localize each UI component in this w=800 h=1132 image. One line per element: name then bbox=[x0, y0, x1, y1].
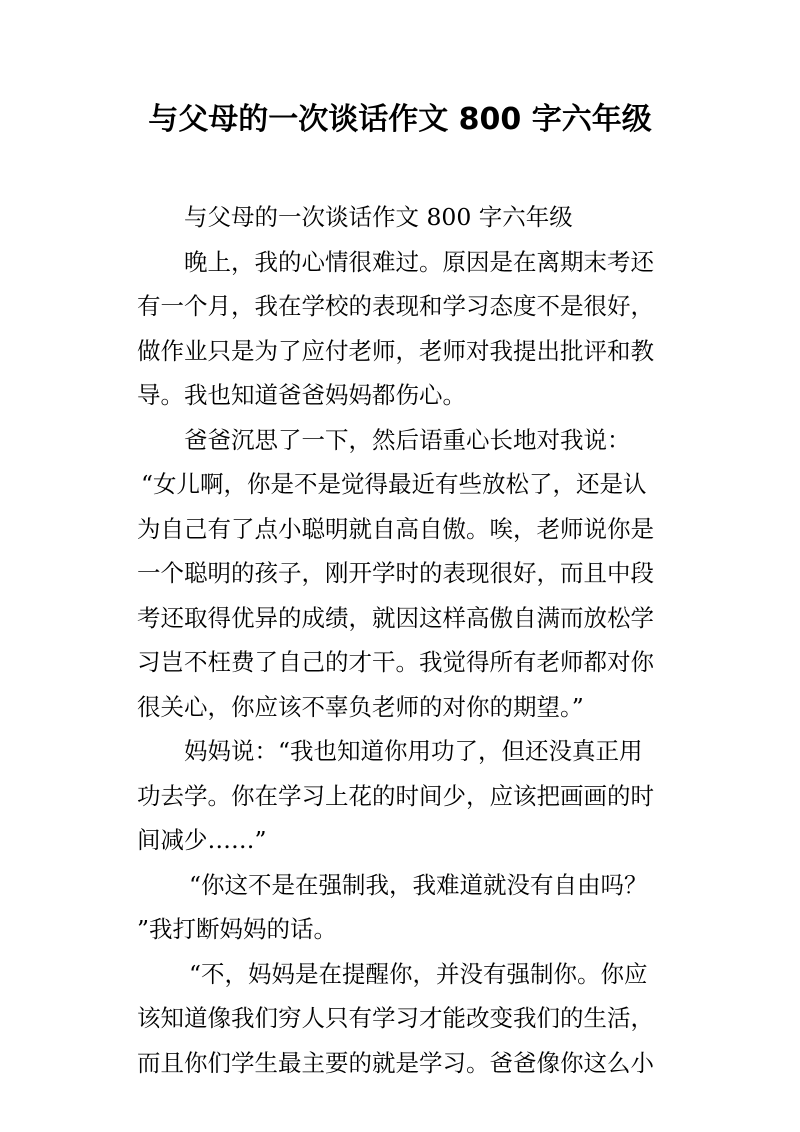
text-line: 做作业只是为了应付老师，老师对我提出批评和教 bbox=[137, 336, 654, 365]
text-line: 与父母的一次谈话作文 800 字六年级 bbox=[184, 203, 573, 231]
text-line: 功去学。你在学习上花的时间少，应该把画画的时 bbox=[137, 781, 654, 810]
text-line: ”我打断妈妈的话。 bbox=[137, 915, 338, 943]
text-line: 妈妈说：“我也知道你用功了，但还没真正用 bbox=[184, 737, 643, 765]
text-line: 为自己有了点小聪明就自高自傲。唉，老师说你是 bbox=[137, 514, 654, 543]
text-line: 导。我也知道爸爸妈妈都伤心。 bbox=[137, 381, 466, 409]
text-line: 该知道像我们穷人只有学习才能改变我们的生活， bbox=[137, 1004, 654, 1032]
text-line: 间减少……” bbox=[137, 826, 267, 854]
text-line: 习岂不枉费了自己的才干。我觉得所有老师都对你 bbox=[137, 648, 654, 676]
text-line: 很关心，你应该不辜负老师的对你的期望。” bbox=[137, 692, 584, 721]
text-line: 考还取得优异的成绩，就因这样高傲自满而放松学 bbox=[137, 603, 654, 632]
article-body bbox=[137, 195, 667, 1085]
text-line: “女儿啊，你是不是觉得最近有些放松了，还是认 bbox=[141, 470, 647, 498]
text-line: 晚上，我的心情很难过。原因是在离期末考还 bbox=[184, 247, 654, 276]
text-line: 一个聪明的孩子，刚开学时的表现很好，而且中段 bbox=[137, 559, 654, 587]
text-line: 爸爸沉思了一下，然后语重心长地对我说： bbox=[184, 425, 631, 454]
text-line: 有一个月，我在学校的表现和学习态度不是很好， bbox=[137, 292, 654, 320]
text-line: 而且你们学生最主要的就是学习。爸爸像你这么小 bbox=[137, 1048, 654, 1077]
page-title: 与父母的一次谈话作文 800 字六年级 bbox=[148, 102, 652, 137]
text-line: “不，妈妈是在提醒你，并没有强制你。你应 bbox=[189, 959, 648, 988]
text-line: “你这不是在强制我，我难道就没有自由吗？ bbox=[189, 870, 648, 899]
